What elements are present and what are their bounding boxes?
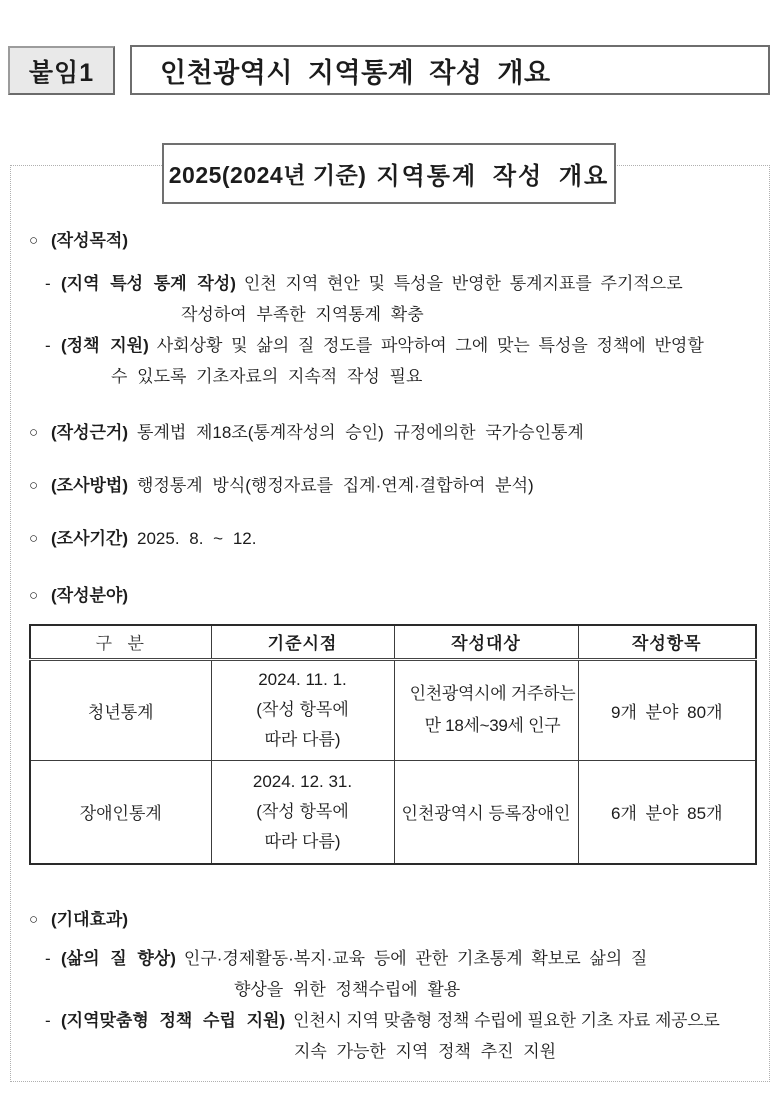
table-row <box>30 659 756 760</box>
circle-bullet-icon: ○ <box>29 477 39 494</box>
purpose-item-1-text: 인천 지역 현안 및 특성을 반영한 통계지표를 주기적으로 <box>243 274 683 293</box>
section-effects-heading <box>29 907 759 933</box>
section-basis <box>29 420 759 446</box>
row-youth-target <box>394 659 578 760</box>
circle-bullet-icon: ○ <box>29 587 39 604</box>
table-row <box>30 760 756 864</box>
effects-item-2-line-1 <box>29 1005 759 1036</box>
dotted-frame <box>10 165 770 1082</box>
section-fields-label: (작성분야) <box>51 586 129 605</box>
section-basis-text: 통계법 제18조(통계작성의 승인) 규정에의한 국가승인통계 <box>137 423 584 442</box>
section-period <box>29 526 759 552</box>
section-purpose-heading <box>29 228 759 254</box>
row-disabled-date-note-2: 따라 다름) <box>264 831 341 851</box>
section-fields-heading <box>29 583 759 609</box>
section-method-text: 행정통계 방식(행정자료를 집계·연계·결합하여 분석) <box>137 476 534 495</box>
row-disabled-items: 6개 분야 85개 <box>578 760 756 864</box>
dash-bullet-icon: - <box>45 949 51 968</box>
document-title-box <box>130 45 770 95</box>
effects-item-1-text: 인구·경제활동·복지·교육 등에 관한 기초통계 확보로 삶의 질 <box>183 949 648 968</box>
effects-item-2-label: (지역맞춤형 정책 수립 지원) <box>61 1011 286 1030</box>
table-header-reference-date: 기준시점 <box>211 625 394 659</box>
purpose-item-2-text: 사회상황 및 삶의 질 정도를 파악하여 그에 맞는 특성을 정책에 반영할 <box>156 336 704 355</box>
row-disabled-target: 인천광역시 등록장애인 <box>394 760 578 864</box>
section-period-text: 2025. 8. ~ 12. <box>137 529 257 548</box>
dash-bullet-icon: - <box>45 274 51 293</box>
statistics-table <box>29 624 757 865</box>
effects-item-1-line-1 <box>29 943 759 974</box>
table-header-category: 구 분 <box>30 625 211 659</box>
table-header-row <box>30 625 756 659</box>
effects-item-1-line-2: 향상을 위한 정책수립에 활용 <box>234 980 461 999</box>
row-youth-date: 2024. 11. 1. <box>258 670 347 689</box>
dash-bullet-icon: - <box>45 336 51 355</box>
row-youth-date-note-2: 따라 다름) <box>264 730 341 749</box>
purpose-item-2-label: (정책 지원) <box>61 336 149 355</box>
row-youth-target-line-1: 인천광역시에 거주하는 <box>409 684 576 703</box>
section-period-label: (조사기간) <box>51 529 129 548</box>
table-header-target: 작성대상 <box>394 625 578 659</box>
circle-bullet-icon: ○ <box>29 530 39 547</box>
circle-bullet-icon: ○ <box>29 911 39 928</box>
effects-item-2-text: 인천시 지역 맞춤형 정책 수립에 필요한 기초 자료 제공으로 <box>293 1011 720 1030</box>
row-youth-target-line-2: 만 18세~39세 인구 <box>424 716 561 735</box>
table-header-items: 작성항목 <box>578 625 756 659</box>
section-method-label: (조사방법) <box>51 476 129 495</box>
circle-bullet-icon: ○ <box>29 424 39 441</box>
row-disabled-reference-date <box>211 760 394 864</box>
section-effects-label: (기대효과) <box>51 910 129 929</box>
purpose-item-1-label: (지역 특성 통계 작성) <box>61 274 236 293</box>
attachment-badge <box>8 46 115 95</box>
purpose-item-2-line-2: 수 있도록 기초자료의 지속적 작성 필요 <box>111 367 423 386</box>
row-youth-reference-date <box>211 659 394 760</box>
document-title: 인천광역시 지역통계 작성 개요 <box>160 57 551 88</box>
row-disabled-name: 장애인통계 <box>30 760 211 864</box>
section-method <box>29 473 759 499</box>
row-disabled-date-note-1: (작성 항목에 <box>256 801 349 821</box>
purpose-item-1-line-1 <box>29 268 759 299</box>
row-disabled-date: 2024. 12. 31. <box>252 771 353 791</box>
effects-item-2-line-2: 지속 가능한 지역 정책 추진 지원 <box>294 1042 557 1061</box>
section-basis-label: (작성근거) <box>51 423 129 442</box>
purpose-item-2-line-1 <box>29 330 759 361</box>
row-youth-items: 9개 분야 80개 <box>578 659 756 760</box>
overview-title-main: 지역통계 작성 개요 <box>376 163 610 190</box>
row-youth-date-note-1: (작성 항목에 <box>256 700 349 719</box>
overview-title-box <box>162 143 616 204</box>
purpose-item-1-line-2: 작성하여 부족한 지역통계 확충 <box>181 305 424 324</box>
document-body <box>11 166 769 1067</box>
overview-title-prefix: 2025(2024년 기준) <box>168 162 367 188</box>
attachment-badge-label: 붙임1 <box>28 58 95 87</box>
effects-item-1-label: (삶의 질 향상) <box>61 949 176 968</box>
dash-bullet-icon: - <box>45 1011 51 1030</box>
row-youth-name: 청년통계 <box>30 659 211 760</box>
section-purpose-label: (작성목적) <box>51 231 129 250</box>
circle-bullet-icon: ○ <box>29 232 39 249</box>
